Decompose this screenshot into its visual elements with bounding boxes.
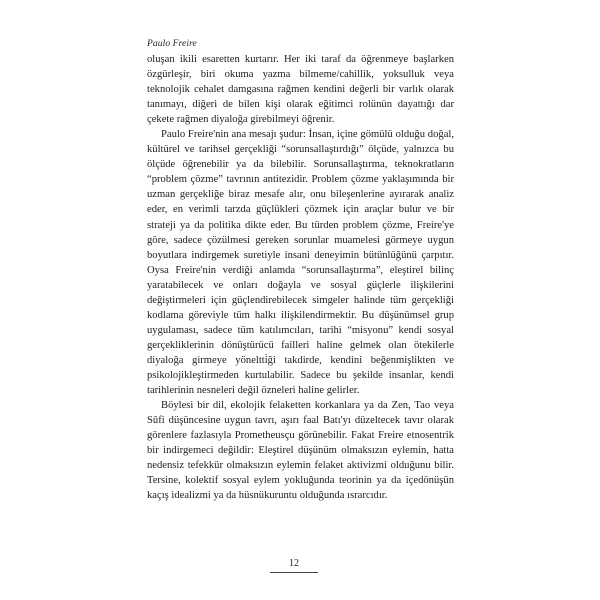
body-text bbox=[147, 52, 454, 503]
page-number-rule bbox=[270, 572, 318, 573]
paragraph-ecological: Böylesi bir dil, ekolojik felaketten korkanlara ya da Zen, Tao veya Sûfi düşüncesine uygun tavrı, aşırı faal Batı'yı düzeltecek tavır olarak görenlere fazlasıyla Prometheusçu görünebilir. Fakat Freire etnosentrik bir indirgemeci değildir: Eleştirel düşünüm olmaksızın eylemin, hatta nedensiz tefekkür olmaksızın eylemin felaket aktivizmi olduğunu bilir. Tersine, kolektif sosyal eylem yokluğunda teorinin ya da içedönüşün kaçış idealizmi ya da hüsnükuruntu olduğunda ısrarcıdır. bbox=[147, 400, 454, 502]
paragraph-continued: oluşan ikili esaretten kurtarır. Her iki taraf da öğrenmeye başlarken özgürleşir, biri okuma yazma bilmeme/cahillik, yoksulluk veya teknolojik cehalet damgasına rağmen kendini değerli bir varlık olarak tanımayı, diğeri de bilen kişi olarak eğitimci rolünün dayattığı dar çekete rağmen diyaloğa girebilmeyi öğrenir. bbox=[147, 54, 454, 126]
page-number: 12 bbox=[289, 558, 299, 569]
paragraph-main-message: Paulo Freire'nin ana mesajı şudur: İnsan, içine gömülü olduğu doğal, kültürel ve tarihsel gerçekliği “sorunsallaştırdığı” ölçüde, yalnızca bu ölçüde öğrenebilir ya da bilebilir. Sorunsallaştırma, teknokratların “problem çözme” tavrının antitezidir. Problem çözme yaklaşımında bir uzman gerçekliğe biraz mesafe alır, onu bileşenlerine ayırarak analiz eder, en verimli tarzda güçlükleri çözmek için araçlar bulur ve bir strateji ya da politika dikte eder. Bu türden problem çözme, Freire'ye göre, sadece çözülmesi gereken sorunlar muamelesi görmeye uygun boyutlara indirgemek suretiyle insani deneyimin bütünlüğünü çarpıtır. Oysa Freire'nin verdiği anlamda “sorunsallaştırma”, eleştirel bilinç yaratabilecek ve onları doğayla ve sosyal güçlerle ilişkilerini değiştirmeleri için güçlendirebilecek simgeler halinde tüm gerçekliği kodlama göreviyle tüm halkı ilişkilendirmektir. Bu düşünümsel grup uygulaması, sadece tüm katılımcıları, tarihi “misyonu” kendi sosyal gerçekliklerinin dönüştürücü failleri haline gelmek olan ötekilerle diyaloğa girmeye yöneltti̇ği takdirde, kendini beğenmişlikten ve psikolojikleştirmeden kurtulabilir. Sadece bu şekilde insanlar, kendi tarihlerinin nesneleri değil özneleri haline gelirler. bbox=[147, 129, 454, 397]
running-head: Paulo Freire bbox=[147, 39, 197, 49]
